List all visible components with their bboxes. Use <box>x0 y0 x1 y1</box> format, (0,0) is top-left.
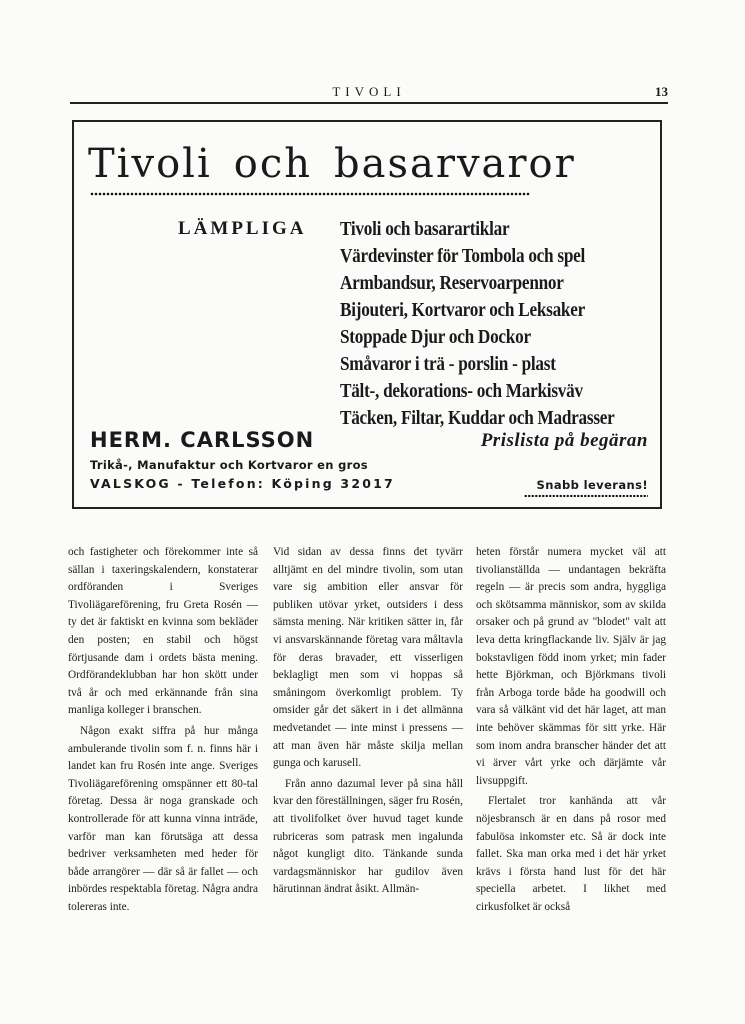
header-rule <box>70 102 668 104</box>
product-item: Täcken, Filtar, Kuddar och Madrasser <box>340 407 615 429</box>
price-list-note: Prislista på begäran <box>480 430 648 451</box>
title-word: och <box>233 141 312 187</box>
paragraph: Från anno dazumal lever på sina håll kvar den föreställningen, säger fru Rosén, att tivolifolket över huvud taget kunde rubriceras som patrask men ingalunda något kungligt dito. Tänkande sunda vardagsmänniskor har gudilov även härutinnan ändrat åsikt. Allmän- <box>273 777 463 896</box>
title-word: Tivoli <box>88 141 212 187</box>
trade-description: Trikå-, Manufaktur och Kortvaror en gros <box>90 458 368 472</box>
product-item: Småvaror i trä - porslin - plast <box>340 353 556 375</box>
article-column-1 <box>68 544 258 916</box>
delivery-note: Snabb leverans! <box>536 478 648 492</box>
product-list <box>340 216 659 432</box>
article-body <box>68 544 668 944</box>
product-item: Tivoli och basarartiklar <box>340 218 510 240</box>
running-header <box>70 84 668 102</box>
paragraph: Någon exakt siffra på hur många ambulerande tivolin som f. n. finns här i landet kan fru Rosén inte ange. Sveriges Tivoliägareförening omspänner ett 80-tal företag. Dessa är noga granskade och kontrollerade för att kunna vinna inträde, varför man kan förutsäga att dessa bedriver verksamheten med heder för både arrangörer — där så är fallet — och inbördes respektabla företag. Några andra tolereras inte. <box>68 724 258 913</box>
company-name: HERM. CARLSSON <box>90 428 315 452</box>
advertisement-lead: LÄMPLIGA <box>178 218 307 239</box>
product-item: Armbandsur, Reservoarpennor <box>340 272 564 294</box>
title-word: basarvaror <box>334 141 576 187</box>
advertisement-title <box>88 141 576 187</box>
page-number: 13 <box>655 84 668 99</box>
paragraph: heten förstår numera mycket väl att tivolianställda — undantagen bekräfta regeln — är precis som andra, hyggliga och skötsamma människor, som av skilda orsaker och på grund av "blodet" valt att leva detta kringflackande liv. Själv är jag bokstavligen född inom yrket; min fader hette Björkman, och Björkmans tivoli från Arboga torde både ha goodwill och vara så välkänt vid det här laget, att man inte behöver skämmas för sitt yrke. Här som inom andra branscher händer det att vi ärver vårt yrke och därjämte vår livsuppgift. <box>476 546 666 787</box>
product-item: Tält-, dekorations- och Markisväv <box>340 380 583 402</box>
paragraph: Flertalet tror kanhända att vår nöjesbransch är en dans på rosor med fabulösa inkomster etc. Så är dock inte fallet. Ska man orka med i det här yrket krävs i första hand lust för det här speciella arbetet. I likhet med cirkusfolket är också <box>476 795 666 913</box>
article-column-3 <box>476 544 666 916</box>
article-column-2 <box>273 544 463 899</box>
paragraph: Vid sidan av dessa finns det tyvärr alltjämt en del mindre tivolin, som utan vare sig ambition eller ansvar för publiken utövar yrket, outsiders i dess sämsta mening. När kritiken sätter in, får vi ansvarskännande företag vara måltavla för deras bravader, ett visserligen beklagligt men som vi hoppas så småningom överkomligt problem. Ty omsider går det säkert in i det allmänna medvetandet — inte minst i pressens — att man även här måste skilja mellan gunga och karusell. <box>273 546 463 770</box>
dotted-underline <box>524 494 648 498</box>
dotted-rule <box>90 192 530 196</box>
running-title: TIVOLI <box>332 84 406 99</box>
product-item: Bijouteri, Kortvaror och Leksaker <box>340 299 586 321</box>
company-address: VALSKOG - Telefon: Köping 32017 <box>90 476 395 491</box>
advertisement-box <box>72 120 662 509</box>
product-item: Stoppade Djur och Dockor <box>340 326 531 348</box>
product-item: Värdevinster för Tombola och spel <box>340 245 586 267</box>
paragraph: och fastigheter och förekommer inte så sällan i taxeringskalendern, konstaterar ordföranden i Sveriges Tivoliägareförening, fru Greta Rosén — ty det är faktiskt en kvinna som bekläder den posten; en stabil och högst förtjusande dam i ordets bästa mening. Ordförandeklubban har hon skött under två år och med erkännande från sina manliga kolleger i branschen. <box>68 546 258 717</box>
